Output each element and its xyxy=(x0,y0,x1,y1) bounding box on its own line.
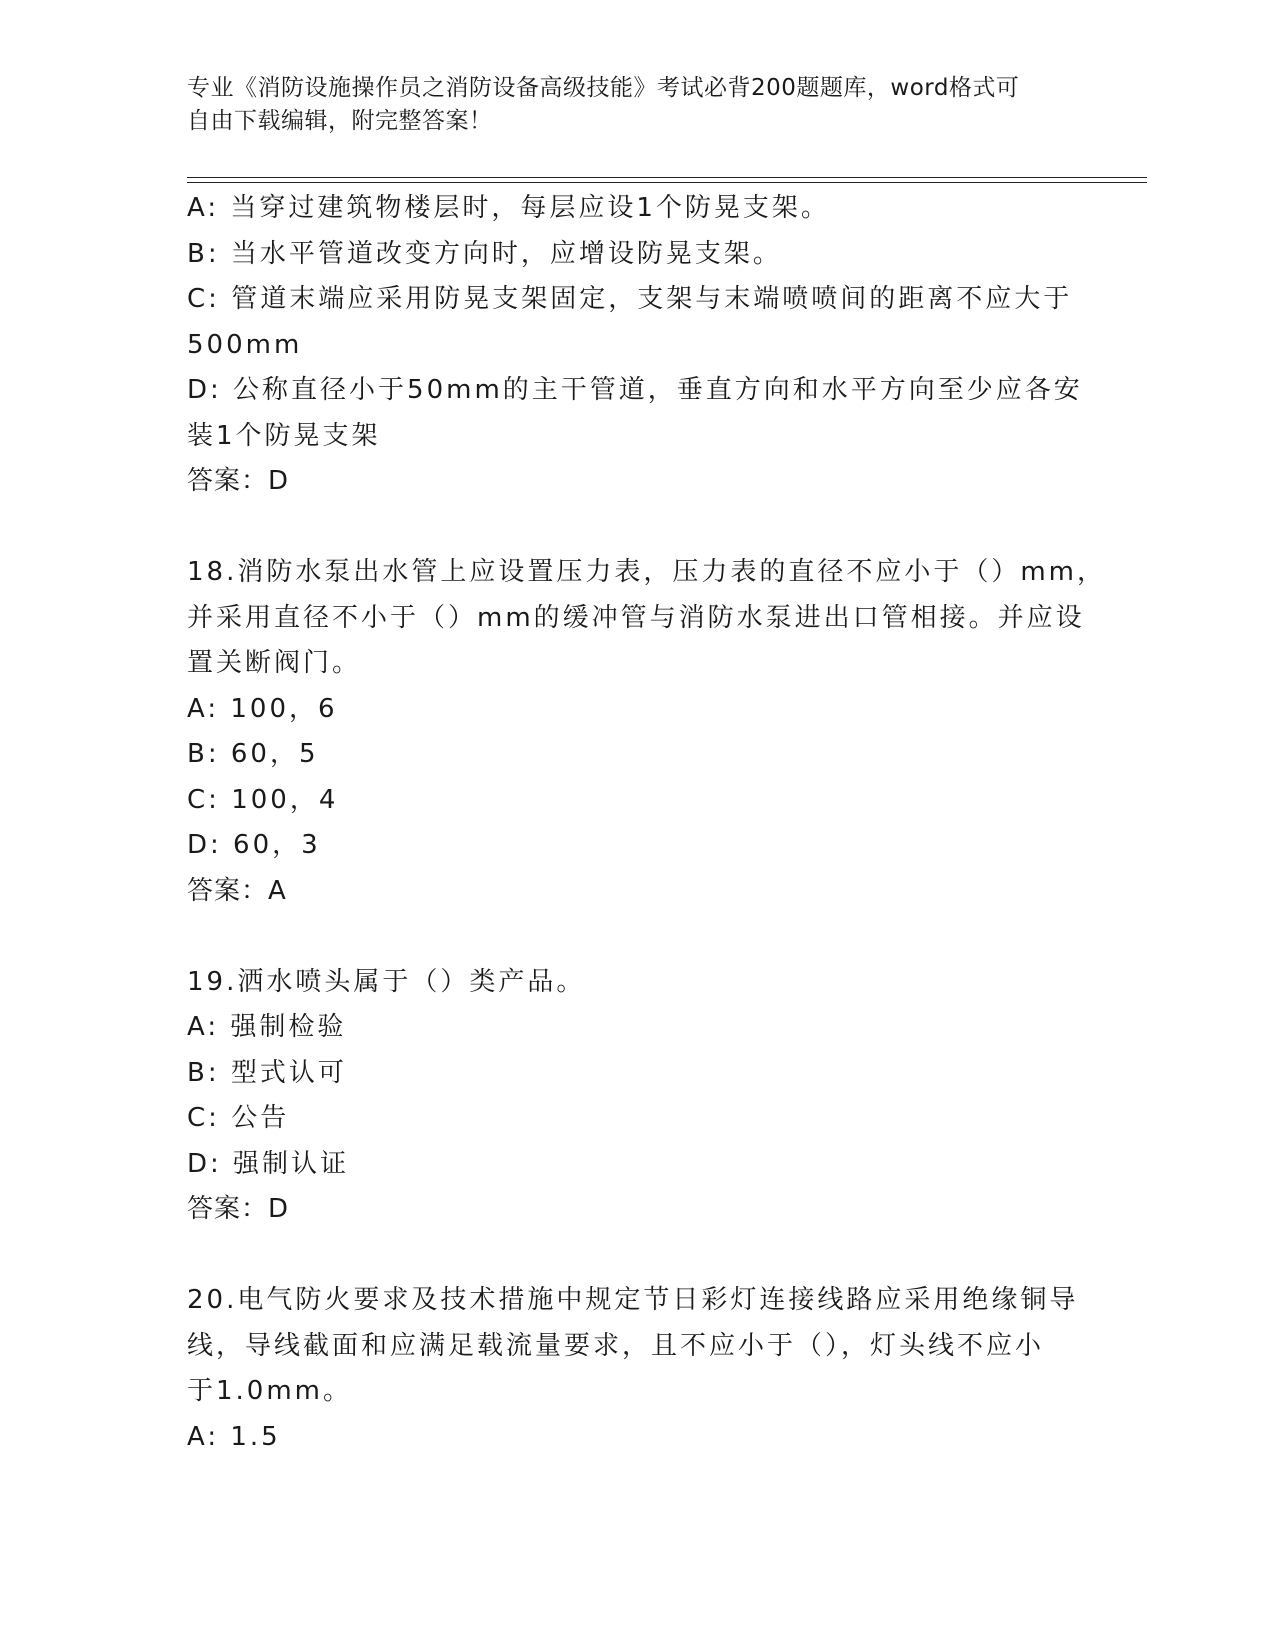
option-text: 型式认可 xyxy=(230,1057,347,1088)
spacer xyxy=(187,1233,1067,1279)
option-label: D: xyxy=(187,375,222,405)
option-text: 公告 xyxy=(231,1103,290,1133)
option-a xyxy=(187,687,1067,733)
header-divider-top xyxy=(187,177,1147,178)
option-text: 强制认证 xyxy=(233,1148,350,1179)
option-label: C: xyxy=(187,284,220,314)
question-stem-continued: 线，导线截面和应满足载流量要求，且不应小于（），灯头线不应小 xyxy=(187,1330,1045,1361)
header-divider-bottom xyxy=(187,182,1147,183)
option-c-continued: 500mm xyxy=(187,329,303,360)
option-c xyxy=(187,778,1067,824)
option-text: 60，3 xyxy=(233,830,321,860)
option-label: B: xyxy=(187,739,220,769)
option-label: D: xyxy=(187,830,222,860)
header-line-2: 自由下载编辑，附完整答案！ xyxy=(187,108,493,134)
option-b xyxy=(187,732,1067,778)
option-text: 当穿过建筑物楼层时，每层应设1个防晃支架。 xyxy=(230,193,830,223)
question-stem-continued: 并采用直径不小于（）mm的缓冲管与消防水泵进出口管相接。并应设 xyxy=(187,602,1085,633)
document-header xyxy=(187,72,1067,138)
option-label: D: xyxy=(187,1148,222,1179)
option-text: 管道末端应采用防晃支架固定，支架与末端喷喷间的距离不应大于 xyxy=(231,284,1073,314)
option-label: A: xyxy=(187,1012,220,1042)
question-content xyxy=(187,186,1107,1460)
option-d xyxy=(187,823,1067,869)
option-d-continued: 装1个防晃支架 xyxy=(187,420,381,451)
option-b xyxy=(187,1051,1067,1097)
option-a xyxy=(187,1415,1067,1461)
question-stem: 20.电气防火要求及技术措施中规定节日彩灯连接线路应采用绝缘铜导 xyxy=(187,1285,1079,1315)
option-a xyxy=(187,1005,1067,1051)
option-label: A: xyxy=(187,693,220,724)
spacer xyxy=(187,505,1067,551)
option-text: 100，4 xyxy=(231,784,339,815)
question-stem: 18.消防水泵出水管上应设置压力表，压力表的直径不应小于（）mm， xyxy=(187,557,1107,587)
question-17 xyxy=(187,186,1083,505)
option-text: 100，6 xyxy=(230,693,338,724)
question-19 xyxy=(187,960,1067,1233)
option-text: 当水平管道改变方向时，应增设防晃支架。 xyxy=(230,238,782,269)
option-d xyxy=(187,1142,1067,1188)
option-label: A: xyxy=(187,1421,220,1452)
option-text: 强制检验 xyxy=(230,1012,347,1042)
header-line-1: 专业《消防设施操作员之消防设备高级技能》考试必背200题题库，word格式可 xyxy=(187,75,1020,101)
option-label: C: xyxy=(187,784,220,815)
option-a xyxy=(187,186,1067,232)
answer: 答案：D xyxy=(187,1194,290,1224)
option-label: A: xyxy=(187,193,220,223)
question-stem-continued: 置关断阀门。 xyxy=(187,648,362,678)
option-d xyxy=(187,368,1083,414)
question-stem: 19.洒水喷头属于（）类产品。 xyxy=(187,966,586,997)
option-text: 公称直径小于50mm的主干管道，垂直方向和水平方向至少应各安 xyxy=(233,375,1083,405)
option-c xyxy=(187,1096,1067,1142)
option-text: 1.5 xyxy=(230,1421,281,1452)
option-c xyxy=(187,277,1073,323)
option-label: B: xyxy=(187,1057,220,1088)
option-b xyxy=(187,232,1067,278)
answer: 答案：D xyxy=(187,466,290,496)
question-20 xyxy=(187,1278,1079,1460)
option-label: B: xyxy=(187,238,220,269)
option-text: 60，5 xyxy=(230,739,319,769)
answer: 答案：A xyxy=(187,875,287,906)
option-label: C: xyxy=(187,1103,220,1133)
spacer xyxy=(187,914,1067,960)
question-stem-continued: 于1.0mm。 xyxy=(187,1376,353,1406)
question-18 xyxy=(187,550,1107,914)
